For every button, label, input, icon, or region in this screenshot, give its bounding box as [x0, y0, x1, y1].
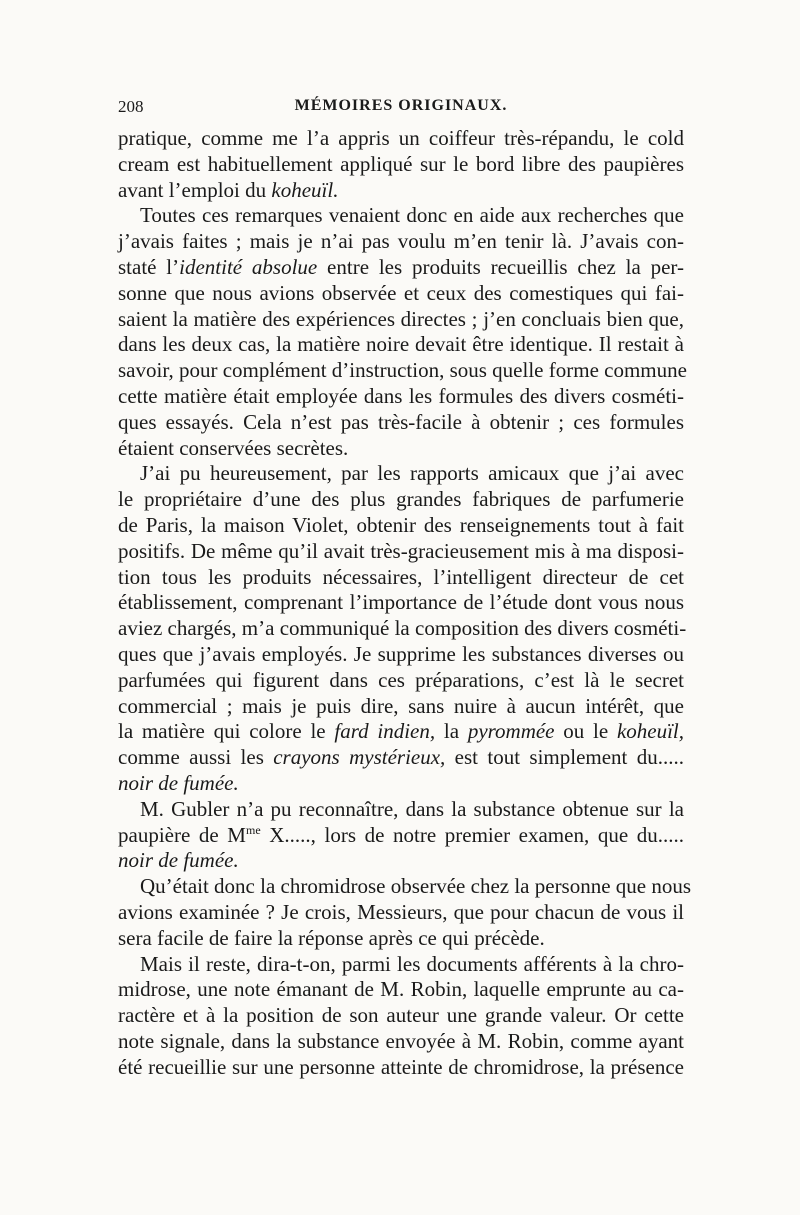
text-segment: avions examinée ? Je crois, Messieurs, que pour chacun de vous il: [118, 899, 684, 924]
text-line: [118, 178, 684, 204]
italic-text: koheuïl.: [271, 177, 339, 202]
text-line: [118, 332, 684, 358]
italic-text: identité absolue: [179, 254, 318, 279]
text-segment: commercial ; mais je puis dire, sans nuire à aucun intérêt, que: [118, 693, 684, 718]
text-line: [118, 229, 684, 255]
text-line: [118, 719, 684, 745]
text-segment: Toutes ces remarques venaient donc en aide aux recherches que: [140, 203, 684, 228]
text-segment: entre les produits recueillis chez la per-: [317, 254, 685, 279]
page-number: 208: [118, 97, 144, 116]
text-segment: été recueillie sur une personne atteinte de chromidrose, la présence: [118, 1054, 684, 1079]
text-line: [118, 487, 684, 513]
text-line: [118, 668, 684, 694]
text-segment: aviez chargés, m’a communiqué la composition des divers cosméti-: [118, 616, 687, 641]
text-line: [118, 977, 684, 1003]
text-segment: le propriétaire d’une des plus grandes fabriques de parfumerie: [118, 487, 684, 512]
text-line: [118, 1055, 684, 1081]
text-segment: étaient conservées secrètes.: [118, 435, 349, 460]
text-line: [118, 900, 684, 926]
text-segment: pratique, comme me l’a appris un coiffeur très-répandu, le cold: [118, 126, 684, 150]
text-segment: la: [435, 719, 468, 744]
text-segment: note signale, dans la substance envoyée à M. Robin, comme ayant: [118, 1028, 684, 1053]
text-line: [118, 797, 684, 823]
text-line: [118, 255, 684, 281]
text-line: [118, 410, 684, 436]
italic-text: crayons mystérieux,: [273, 745, 446, 770]
text-line: [118, 694, 684, 720]
text-line: [118, 539, 684, 565]
text-line: [118, 358, 687, 384]
text-segment: dans les deux cas, la matière noire devait être identique. Il restait à: [118, 332, 684, 357]
text-line: [118, 307, 684, 333]
text-segment: midrose, une note émanant de M. Robin, laquelle emprunte au ca-: [118, 977, 684, 1002]
text-line: [118, 926, 684, 952]
text-line: [118, 745, 684, 771]
italic-text: pyrommée: [467, 719, 555, 744]
text-line: [118, 616, 687, 642]
text-segment: tion tous les produits nécessaires, l’intelligent directeur de cet: [118, 564, 684, 589]
text-line: [118, 461, 684, 487]
text-line: [118, 642, 684, 668]
text-segment: ou le: [554, 719, 617, 744]
text-segment: savoir, pour complément d’instruction, sous quelle forme commune: [118, 358, 687, 383]
text-segment: comme aussi les: [118, 745, 274, 770]
text-segment: X....., lors de notre premier examen, que du.....: [260, 822, 684, 847]
text-segment: parfumées qui figurent dans ces préparations, c’est là le secret: [118, 667, 684, 692]
text-line: [118, 1029, 684, 1055]
text-line: [118, 1003, 684, 1029]
page-header: [118, 97, 684, 123]
text-line: [118, 848, 684, 874]
text-line: [118, 436, 684, 462]
text-line: [118, 823, 684, 849]
text-segment: J’ai pu heureusement, par les rapports amicaux que j’ai avec: [140, 461, 684, 486]
text-line: [118, 590, 684, 616]
text-line: [118, 384, 684, 410]
text-segment: positifs. De même qu’il avait très-gracieusement mis à ma disposi-: [118, 538, 684, 563]
text-segment: paupière de M: [118, 822, 246, 847]
text-line: [118, 565, 684, 591]
text-segment: sera facile de faire la réponse après ce qui précède.: [118, 925, 545, 950]
italic-text: noir de fumée.: [118, 848, 239, 873]
italic-text: fard indien,: [334, 719, 436, 744]
text-segment: me: [245, 822, 261, 837]
text-segment: staté l’: [118, 254, 180, 279]
text-segment: sonne que nous avions observée et ceux des comestiques qui fai-: [118, 280, 684, 305]
text-segment: de Paris, la maison Violet, obtenir des renseignements tout à fait: [118, 512, 684, 537]
text-line: [118, 952, 684, 978]
text-segment: Mais il reste, dira-t-on, parmi les documents afférents à la chro-: [140, 951, 684, 976]
text-segment: cream est habituellement appliqué sur le bord libre des paupières: [118, 151, 684, 176]
text-segment: établissement, comprenant l’importance de l’étude dont vous nous: [118, 590, 684, 615]
text-line: [118, 126, 684, 152]
text-segment: M. Gubler n’a pu reconnaître, dans la substance obtenue sur la: [140, 796, 684, 821]
text-segment: Qu’était donc la chromidrose observée chez la personne que nous: [140, 874, 692, 899]
text-segment: saient la matière des expériences directes ; j’en concluais bien que,: [118, 306, 684, 331]
text-segment: j’avais faites ; mais je n’ai pas voulu m’en tenir là. J’avais con-: [118, 229, 684, 254]
text-segment: ques essayés. Cela n’est pas très-facile à obtenir ; ces formules: [118, 409, 684, 434]
text-segment: est tout simplement du.....: [445, 745, 685, 770]
text-line: [118, 152, 684, 178]
running-title: MÉMOIRES ORIGINAUX.: [294, 97, 508, 114]
text-line: [118, 281, 684, 307]
text-line: [118, 513, 684, 539]
text-line: [118, 771, 684, 797]
italic-text: koheuïl,: [616, 719, 685, 744]
text-segment: cette matière était employée dans les formules des divers cosméti-: [118, 383, 684, 408]
text-segment: avant l’emploi du: [118, 177, 272, 202]
italic-text: noir de fumée.: [118, 770, 239, 795]
body-text: [118, 126, 692, 1080]
text-line: [118, 203, 684, 229]
text-segment: ractère et à la position de son auteur une grande valeur. Or cette: [118, 1003, 684, 1028]
text-line: [118, 874, 692, 900]
text-segment: ques que j’avais employés. Je supprime les substances diverses ou: [118, 641, 684, 666]
text-segment: la matière qui colore le: [118, 719, 335, 744]
